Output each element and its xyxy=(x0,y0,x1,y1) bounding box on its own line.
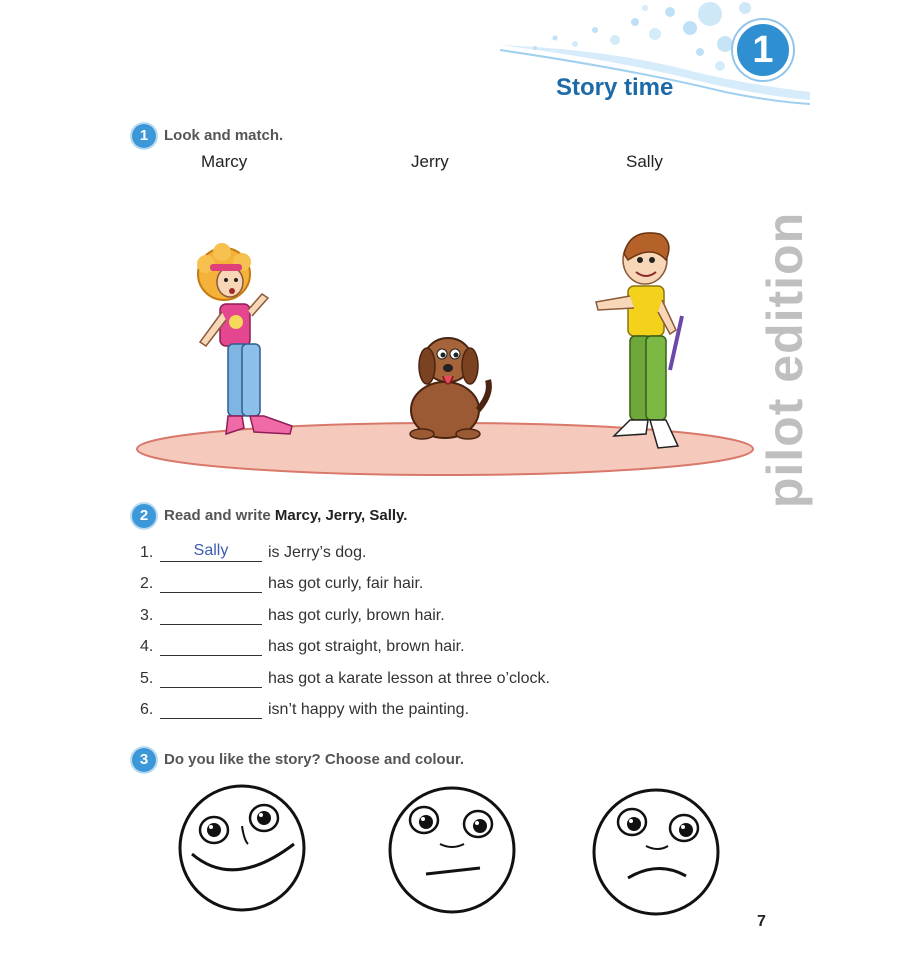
story-scene xyxy=(130,220,770,490)
answer-blank[interactable] xyxy=(160,604,262,625)
sentence-line xyxy=(140,569,423,593)
sentence-text: has got curly, fair hair. xyxy=(268,575,424,592)
girl-figure xyxy=(197,243,292,434)
name-label-marcy: Marcy xyxy=(201,152,248,171)
sentence-line xyxy=(140,695,469,719)
boy-figure xyxy=(596,233,682,448)
sentence-text: has got a karate lesson at three o’clock. xyxy=(268,670,550,687)
happy-face[interactable] xyxy=(180,786,304,910)
pilot-edition-watermark xyxy=(745,211,825,509)
sentence-number: 2. xyxy=(140,575,154,592)
sentence-number: 4. xyxy=(140,638,154,655)
exercise-2-instruction-names: Marcy, Jerry, Sally. xyxy=(274,507,408,524)
answer-blank[interactable]: Sally xyxy=(160,541,262,562)
sentence-text: has got straight, brown hair. xyxy=(268,638,465,655)
exercise-2-instruction-prefix: Read and write xyxy=(164,507,271,524)
sentence-text: isn’t happy with the painting. xyxy=(268,701,470,718)
name-label-sally: Sally xyxy=(626,152,663,171)
answer-blank[interactable] xyxy=(160,698,262,719)
exercise-3-badge: 3 xyxy=(132,748,156,772)
sentence-line xyxy=(140,601,445,625)
exercise-2-badge: 2 xyxy=(132,504,156,528)
sentence-number: 5. xyxy=(140,670,154,687)
faces-row xyxy=(170,778,730,918)
answer-blank[interactable] xyxy=(160,635,262,656)
exercise-2-instruction xyxy=(164,507,407,524)
sentence-number: 6. xyxy=(140,701,154,718)
name-label-jerry: Jerry xyxy=(411,152,449,171)
answer-blank[interactable] xyxy=(160,572,262,593)
page-number: 7 xyxy=(757,913,766,930)
exercise-3-instruction: Do you like the story? Choose and colour. xyxy=(164,751,465,768)
exercise-1-instruction: Look and match. xyxy=(164,127,284,144)
sad-face[interactable] xyxy=(594,790,718,914)
unit-title: Story time xyxy=(556,74,674,101)
sentence-line xyxy=(140,632,465,656)
neutral-face[interactable] xyxy=(390,788,514,912)
sentence-line xyxy=(140,538,366,562)
sentence-line xyxy=(140,664,550,688)
answer-blank[interactable] xyxy=(160,667,262,688)
sentence-number: 1. xyxy=(140,544,154,561)
watermark-text: pilot edition xyxy=(757,211,813,509)
unit-number-badge: 1 xyxy=(733,20,793,80)
sentence-number: 3. xyxy=(140,607,154,624)
exercise-1-badge: 1 xyxy=(132,124,156,148)
sentence-text: is Jerry’s dog. xyxy=(268,544,367,561)
sentence-text: has got curly, brown hair. xyxy=(268,607,445,624)
